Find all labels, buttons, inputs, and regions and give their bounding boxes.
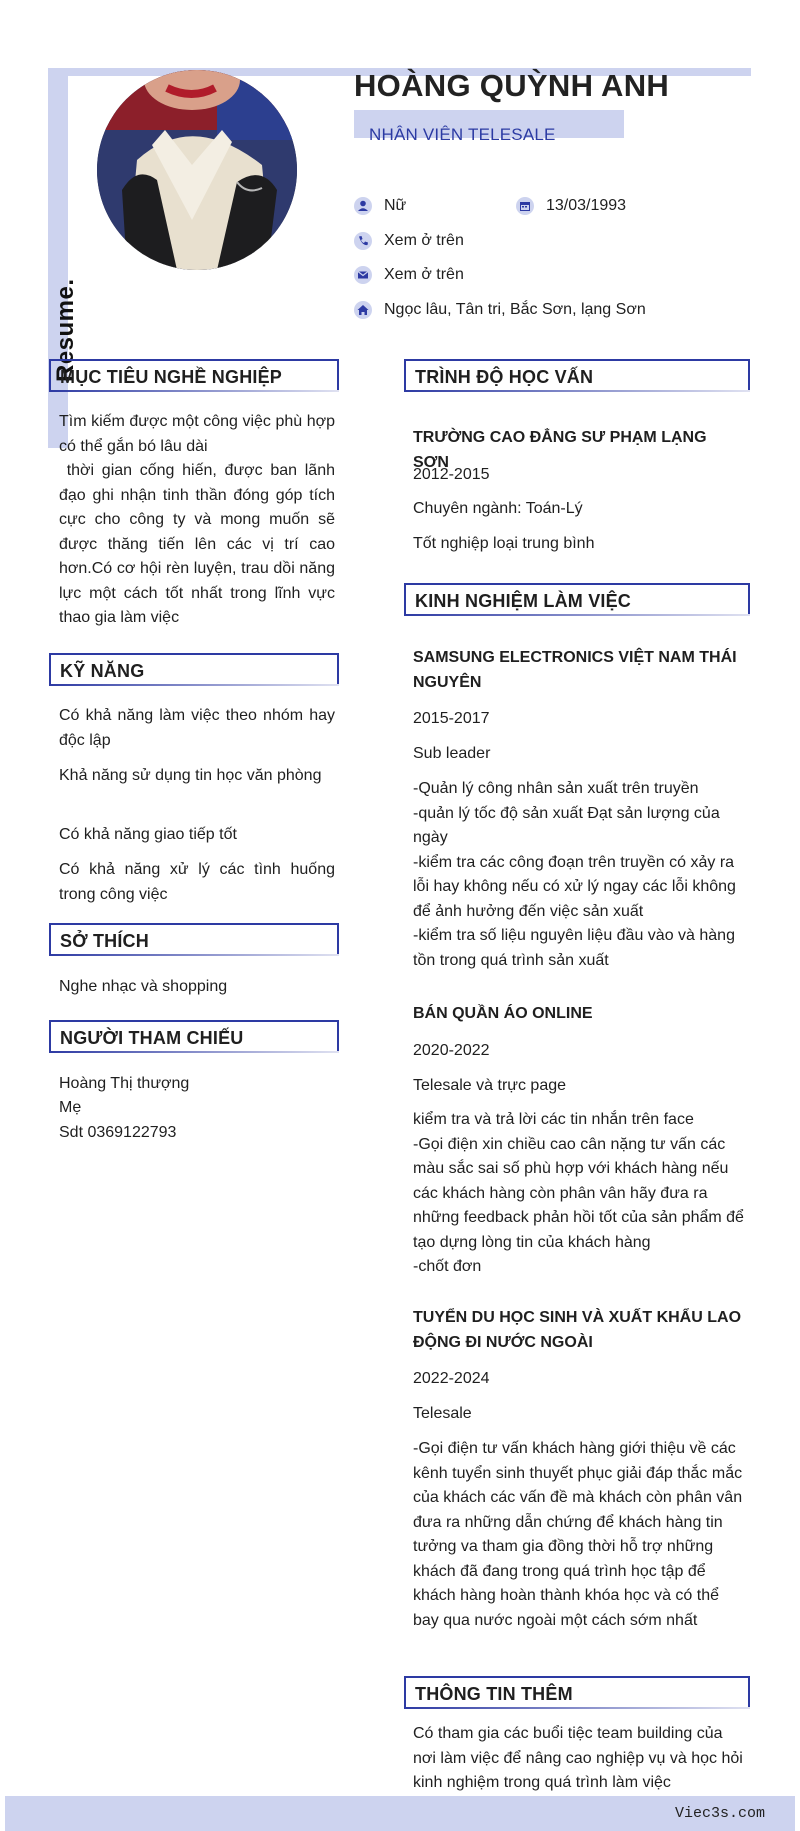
phone-value: Xem ở trên xyxy=(384,232,464,249)
reference-line: Mẹ xyxy=(59,1099,82,1116)
info-birthday xyxy=(516,197,626,215)
skill-item: Có khả năng giao tiếp tốt xyxy=(59,826,237,843)
hobbies-heading xyxy=(49,923,339,954)
job-details: kiểm tra và trả lời các tin nhắn trên face -Gọi điện xin chiều cao cân nặng tư vấn các màu sắc sai số phù hợp với khách hàng nếu các khách hàng còn phân vân hãy đưa ra những feedback phản hồi tốt của sản phẩm để tạo dựng lòng tin của khách hàng -chốt đơn xyxy=(413,1111,744,1275)
reference-line: Hoàng Thị thượng xyxy=(59,1075,190,1092)
info-email xyxy=(354,266,464,284)
gender-value: Nữ xyxy=(384,197,407,214)
job-company: BÁN QUẦN ÁO ONLINE xyxy=(413,1005,593,1022)
skills-heading-label: KỸ NĂNG xyxy=(60,661,145,681)
hobbies-heading-label: SỞ THÍCH xyxy=(60,931,149,951)
skill-item: Có khả năng xử lý các tình huống trong công việc xyxy=(59,861,335,903)
experience-heading-label: KINH NGHIỆM LÀM VIỆC xyxy=(415,591,632,611)
job-title: NHÂN VIÊN TELESALE xyxy=(369,125,556,144)
job-details: -Gọi điện tư vấn khách hàng giới thiệu về các kênh tuyển sinh thuyết phục giải đáp thắc mắc của khách các vấn đề mà khách còn phân vân đưa ra những dẫn chứng để khách hàng tin tưởng va tham gia đồng thời hỗ trợ những khách đã đang trong quá trình học tập để khách hàng hoàn thành khóa học và có thể bay qua nước ngoài một cách sớm nhất xyxy=(413,1440,743,1629)
user-icon xyxy=(354,197,372,215)
job-period: 2015-2017 xyxy=(413,710,490,727)
birthday-value: 13/03/1993 xyxy=(546,197,627,214)
info-address xyxy=(354,301,646,319)
footer-brand[interactable]: Viec3s.com xyxy=(674,1805,765,1822)
skill-item: Khả năng sử dụng tin học văn phòng xyxy=(59,767,322,784)
reference-line: Sdt 0369122793 xyxy=(59,1124,177,1141)
job-role: Telesale và trực page xyxy=(413,1077,567,1094)
additional-heading xyxy=(404,1676,750,1707)
education-school: TRƯỜNG CAO ĐẲNG SƯ PHẠM LẠNG SƠN xyxy=(413,429,707,471)
reference-heading xyxy=(49,1020,339,1051)
education-period: 2012-2015 xyxy=(413,466,490,483)
skill-item: Có khả năng làm việc theo nhóm hay độc lập xyxy=(59,707,335,749)
objective-line1: Tìm kiếm được một công việc phù hợp có thể gắn bó lâu dài xyxy=(59,413,335,455)
objective-heading xyxy=(49,359,339,390)
calendar-icon xyxy=(516,197,534,215)
education-grade: Tốt nghiệp loại trung bình xyxy=(413,535,595,552)
info-gender xyxy=(354,197,406,215)
experience-heading xyxy=(404,583,750,614)
avatar xyxy=(97,70,297,270)
hobbies-text: Nghe nhạc và shopping xyxy=(59,978,228,995)
resume-side-label: Resume. xyxy=(52,278,79,382)
job-period: 2022-2024 xyxy=(413,1370,490,1387)
job-role: Telesale xyxy=(413,1405,472,1422)
job-company: TUYỂN DU HỌC SINH VÀ XUẤT KHẨU LAO ĐỘNG ĐI NƯỚC NGOÀI xyxy=(413,1309,742,1351)
objective-heading-label: MỤC TIÊU NGHỀ NGHIỆP xyxy=(60,367,283,387)
info-phone xyxy=(354,232,464,250)
address-value: Ngọc lâu, Tân tri, Bắc Sơn, lạng Sơn xyxy=(384,301,646,318)
additional-heading-label: THÔNG TIN THÊM xyxy=(415,1684,573,1704)
phone-icon xyxy=(354,232,372,250)
job-company: SAMSUNG ELECTRONICS VIỆT NAM THÁI NGUYÊN xyxy=(413,649,737,691)
education-heading xyxy=(404,359,750,390)
home-icon xyxy=(354,301,372,319)
education-major: Chuyên ngành: Toán-Lý xyxy=(413,500,583,517)
avatar-photo xyxy=(97,70,297,270)
reference-heading-label: NGƯỜI THAM CHIẾU xyxy=(60,1028,244,1048)
additional-text: Có tham gia các buổi tiệc team building của nơi làm việc để nâng cao nghiệp vụ và học hỏi kinh nghiệm trong quá trình làm việc xyxy=(413,1725,743,1791)
footer-band xyxy=(5,1796,795,1831)
job-role: Sub leader xyxy=(413,745,491,762)
objective-line2: thời gian cống hiến, được ban lãnh đạo ghi nhận tinh thần đóng góp tích cực cho công ty và mong muốn sẽ được thăng tiến lên các vị trí cao hơn.Có cơ hội rèn luyện, trau dồi năng lực một cách tốt nhất trong lĩnh vực thao gia làm việc xyxy=(59,462,340,626)
candidate-name: HOÀNG QUỲNH ANH xyxy=(354,68,670,103)
mail-icon xyxy=(354,266,372,284)
job-details: -Quản lý công nhân sản xuất trên truyền -quản lý tốc độ sản xuất Đạt sản lượng của ngày -kiểm tra các công đoạn trên truyền có xảy ra lỗi hay không nếu có xử lý ngay các lỗi không để ảnh hưởng đến việc sản xuất -kiểm tra số liệu nguyên liệu đầu vào và hàng tồn trong quá trình sản xuất xyxy=(413,780,736,969)
email-value: Xem ở trên xyxy=(384,266,464,283)
skills-heading xyxy=(49,653,339,684)
job-period: 2020-2022 xyxy=(413,1042,490,1059)
education-heading-label: TRÌNH ĐỘ HỌC VẤN xyxy=(415,367,594,387)
